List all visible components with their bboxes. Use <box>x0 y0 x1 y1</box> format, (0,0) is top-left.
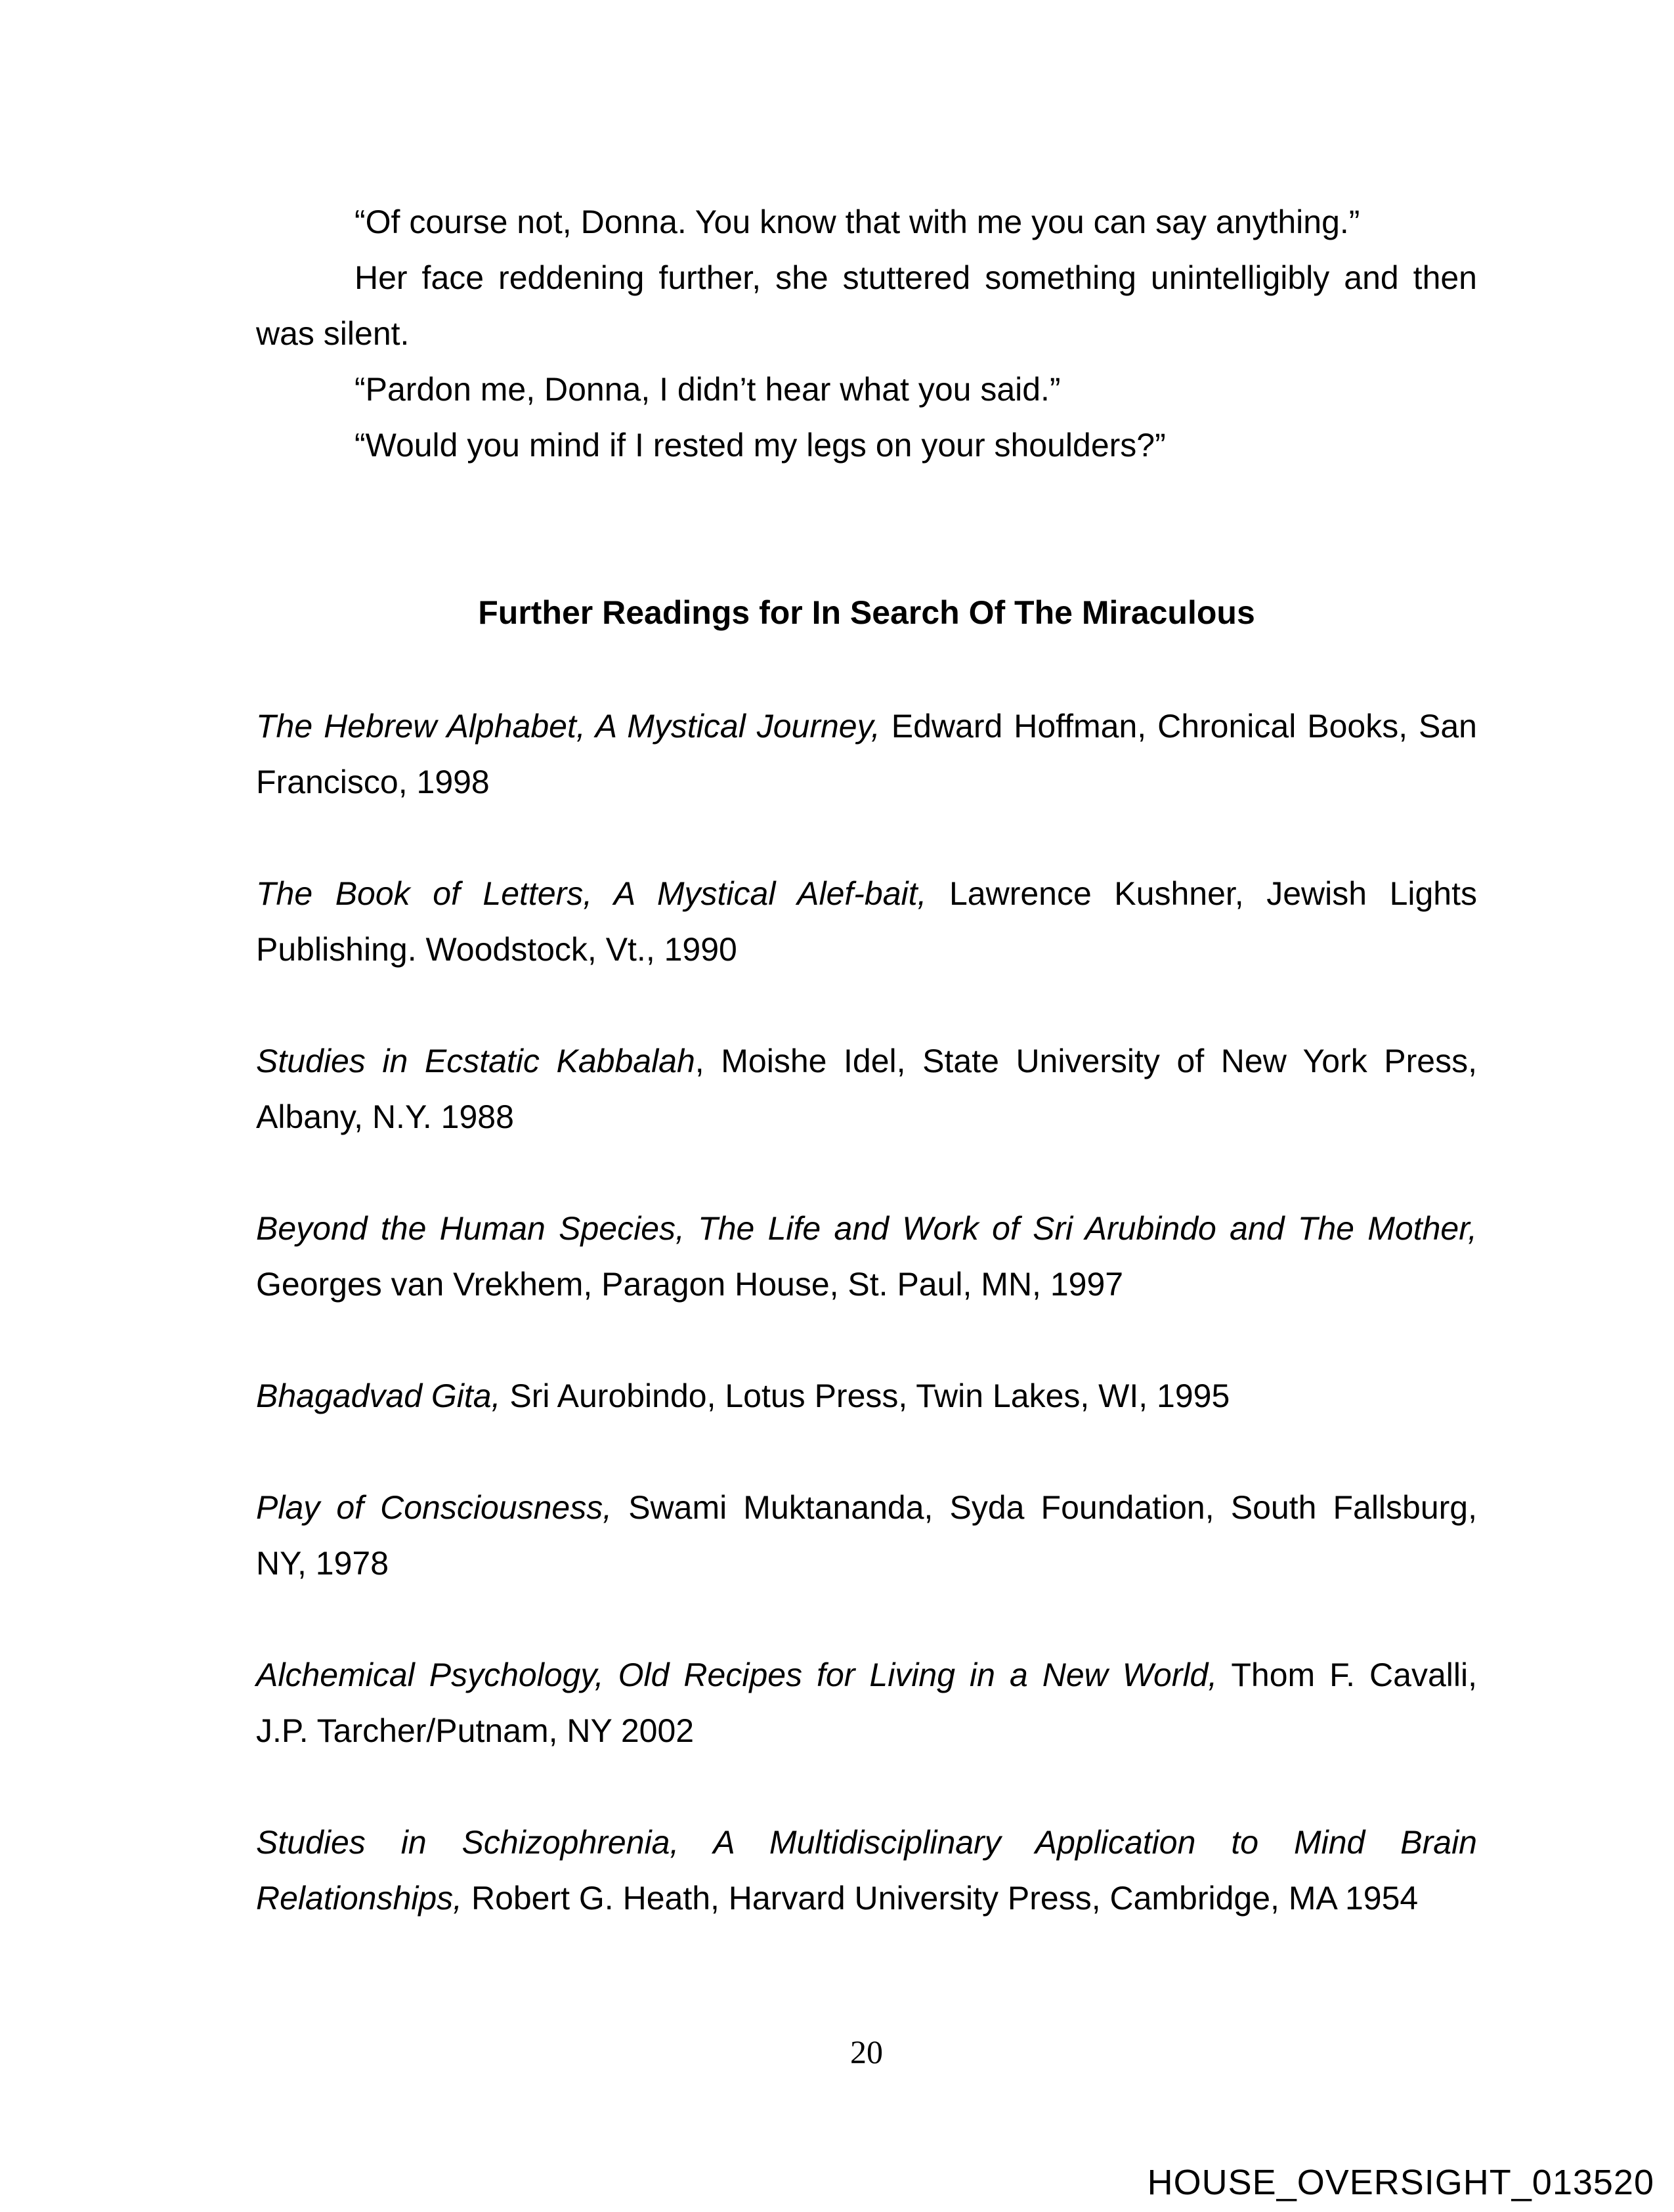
dialogue-line: “Would you mind if I rested my legs on your shoulders?” <box>354 427 1166 464</box>
reading-line <box>256 1210 1477 1247</box>
dialogue-line: Her face reddening further, she stuttered something unintelligibly and then <box>354 259 1477 296</box>
dialogue-line: “Of course not, Donna. You know that with me you can say anything.” <box>354 204 1360 240</box>
reading-line <box>256 1489 1477 1526</box>
reading-line <box>256 1880 1477 1917</box>
page-number: 20 <box>850 2033 883 2070</box>
reading-title: Studies in Schizophrenia, A Multidisciplinary Application to Mind Brain <box>256 1824 1477 1861</box>
reading-citation: Publishing. Woodstock, Vt., 1990 <box>256 931 737 968</box>
reading-title: Bhagadvad Gita, <box>256 1377 501 1414</box>
reading-line <box>256 708 1477 745</box>
reading-line <box>256 1657 1477 1693</box>
reading-citation: Swami Muktananda, Syda Foundation, South Fallsburg, <box>612 1489 1478 1526</box>
dialogue-line: was silent. <box>256 315 410 352</box>
reading-title: Alchemical Psychology, Old Recipes for Living in a New World, <box>256 1657 1218 1693</box>
reading-citation: Sri Aurobindo, Lotus Press, Twin Lakes, WI, 1995 <box>500 1377 1230 1414</box>
reading-line <box>256 1712 1477 1749</box>
reading-line <box>256 1098 1477 1135</box>
reading-title: Studies in Ecstatic Kabbalah <box>256 1043 695 1079</box>
reading-citation: Albany, N.Y. 1988 <box>256 1098 514 1135</box>
reading-title: The Hebrew Alphabet, A Mystical Journey, <box>256 708 880 745</box>
reading-line <box>256 1043 1477 1079</box>
reading-citation: Lawrence Kushner, Jewish Lights <box>926 875 1477 912</box>
bates-stamp: HOUSE_OVERSIGHT_013520 <box>1147 2163 1654 2202</box>
reading-line <box>256 931 1477 968</box>
reading-citation: Georges van Vrekhem, Paragon House, St. Paul, MN, 1997 <box>256 1266 1124 1303</box>
reading-citation: , Moishe Idel, State University of New York Press, <box>695 1043 1478 1079</box>
dialogue-line: “Pardon me, Donna, I didn’t hear what you said.” <box>354 371 1061 408</box>
reading-line <box>256 1545 1477 1582</box>
reading-line <box>256 1377 1477 1414</box>
reading-line <box>256 1266 1477 1303</box>
reading-title: The Book of Letters, A Mystical Alef-bait, <box>256 875 927 912</box>
reading-title: Beyond the Human Species, The Life and Work of Sri Arubindo and The Mother, <box>256 1210 1477 1247</box>
reading-line <box>256 875 1477 912</box>
reading-citation: J.P. Tarcher/Putnam, NY 2002 <box>256 1712 695 1749</box>
reading-title: Play of Consciousness, <box>256 1489 612 1526</box>
reading-line <box>256 764 1477 800</box>
reading-line <box>256 1824 1477 1861</box>
section-heading: Further Readings for In Search Of The Miraculous <box>478 594 1255 631</box>
reading-citation: Edward Hoffman, Chronical Books, San <box>880 708 1477 745</box>
reading-citation: Thom F. Cavalli, <box>1217 1657 1477 1693</box>
reading-citation: Francisco, 1998 <box>256 764 490 800</box>
reading-citation: Robert G. Heath, Harvard University Press, Cambridge, MA 1954 <box>462 1880 1419 1917</box>
reading-citation: NY, 1978 <box>256 1545 389 1582</box>
reading-title: Relationships, <box>256 1880 463 1917</box>
